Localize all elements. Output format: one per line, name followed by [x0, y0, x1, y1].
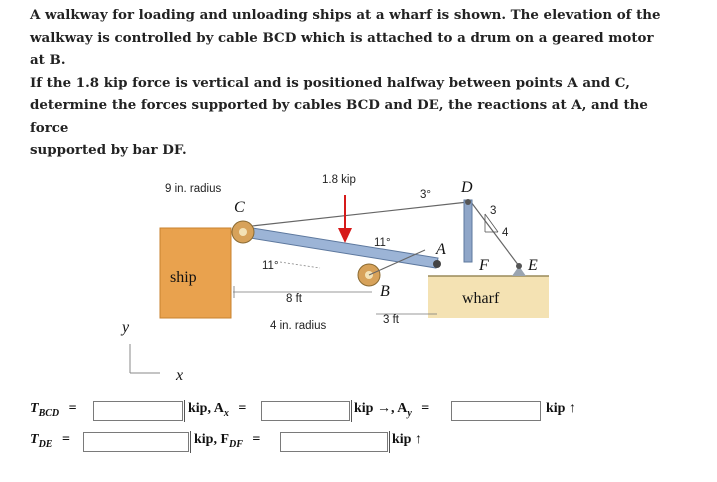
fdf-unit: kip ↑ [392, 432, 422, 447]
problem-line-3: If the 1.8 kip force is vertical and is positioned halfway between points A and C, [30, 74, 630, 91]
radius-b-label: 4 in. radius [270, 320, 327, 332]
dim-8ft-label: 8 ft [286, 293, 302, 305]
load-label: 1.8 kip [322, 174, 356, 186]
axis-y-label: y [122, 319, 130, 336]
tbcd-label: $T_{BCD}$ = [30, 401, 77, 419]
problem-line-4: determine the forces supported by cables BCD and DE, the reactions at A, and the force [30, 97, 648, 136]
axis-x-label: x [176, 367, 184, 384]
angle-11a-label: 11° [374, 237, 391, 249]
ay-label: kip →, $A_y$ = [354, 401, 430, 419]
problem-line-5: supported by bar DF. [30, 142, 187, 158]
angle-11b-label: 11° [262, 260, 279, 272]
ship-label: ship [170, 269, 197, 286]
tbcd-input[interactable] [93, 401, 183, 421]
point-f-label: F [479, 257, 489, 274]
tde-label: $T_{DE}$ = [30, 432, 70, 450]
point-d-label: D [461, 179, 473, 196]
fdf-label: kip, $F_{DF}$ = [194, 432, 261, 450]
ay-input[interactable] [451, 401, 541, 421]
wharf-label: wharf [462, 290, 500, 307]
ax-input[interactable] [261, 401, 350, 421]
fdf-input[interactable] [280, 432, 388, 452]
tde-input[interactable] [83, 432, 189, 452]
angle-3-label: 3° [420, 189, 431, 201]
slope-3-label: 3 [490, 205, 497, 217]
dim-3ft-label: 3 ft [383, 314, 399, 326]
separator [351, 400, 352, 422]
point-b-label: B [380, 283, 390, 300]
point-e-label: E [528, 257, 538, 274]
ay-unit: kip ↑ [546, 401, 576, 416]
problem-line-1: A walkway for loading and unloading ships at a wharf is shown. The elevation of the [30, 7, 661, 23]
point-c-label: C [234, 199, 245, 216]
separator [389, 431, 390, 453]
radius-c-label: 9 in. radius [165, 183, 222, 195]
separator [190, 431, 191, 453]
point-a-label: A [436, 241, 446, 258]
slope-4-label: 4 [502, 227, 509, 239]
ax-label: kip, $A_x$ = [188, 401, 247, 419]
separator [184, 400, 185, 422]
problem-line-2: walkway is controlled by cable BCD which is attached to a drum on a geared motor at B. [30, 29, 654, 68]
